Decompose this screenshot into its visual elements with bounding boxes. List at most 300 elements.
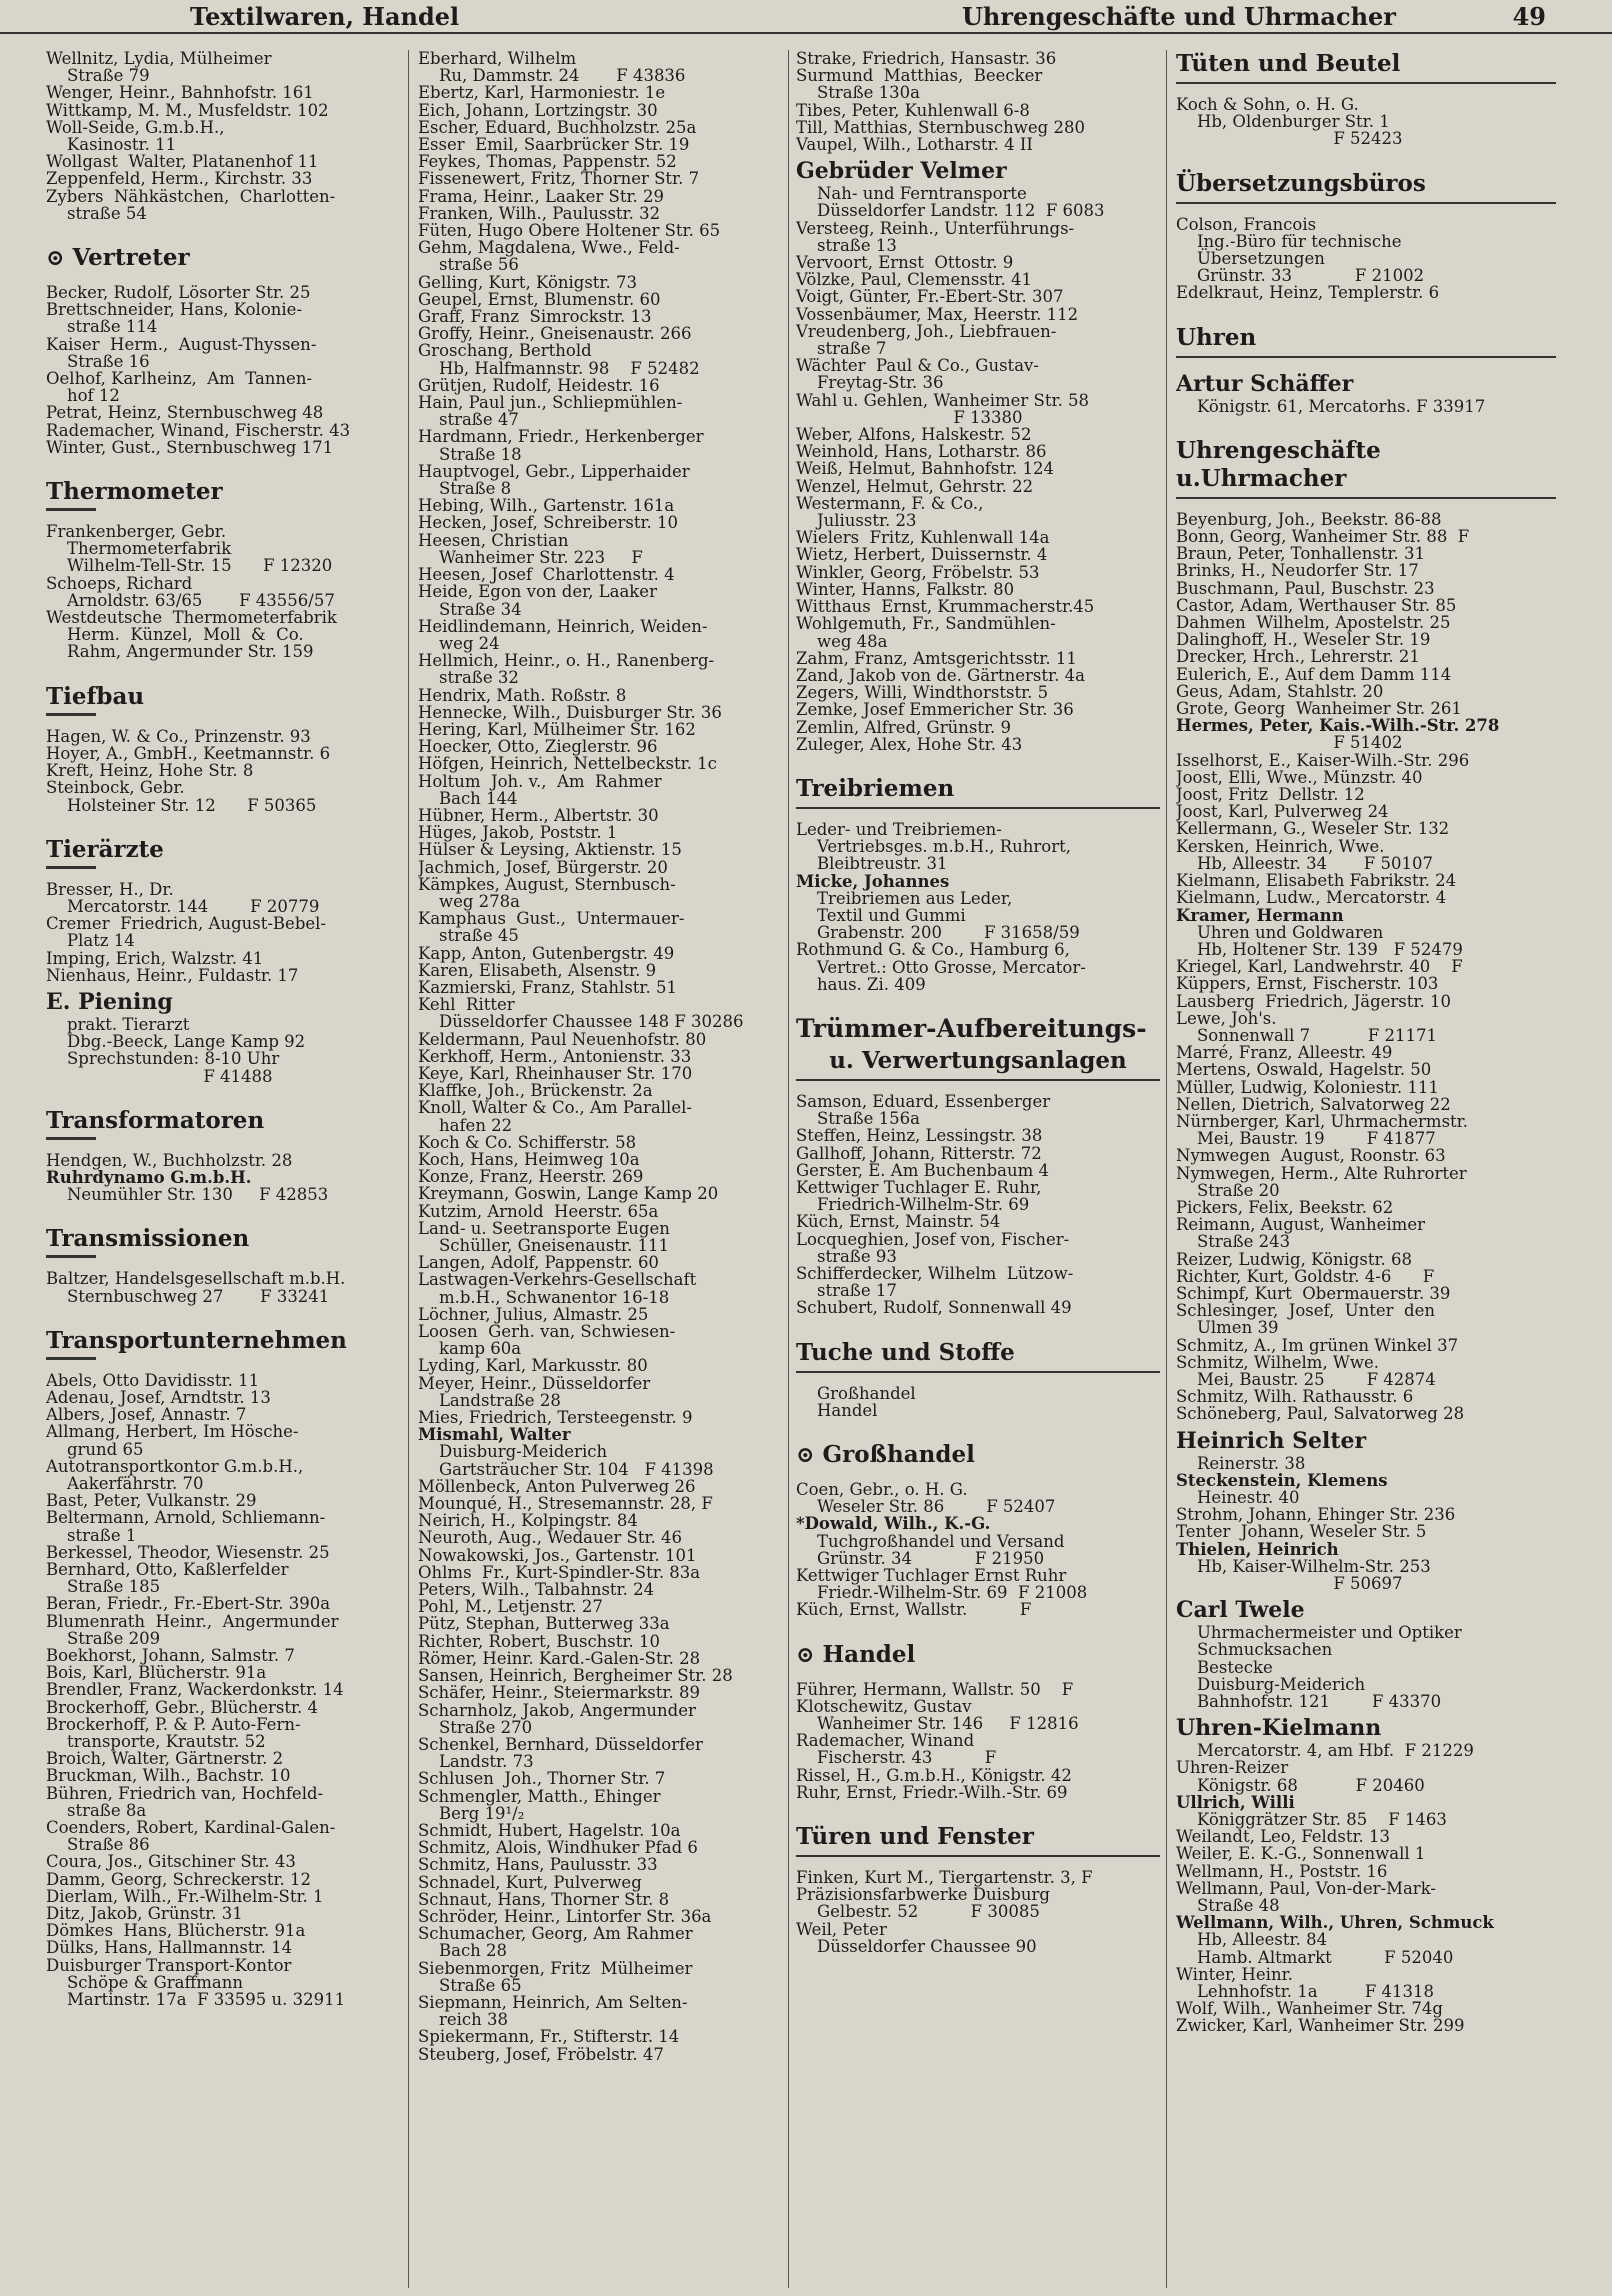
directory-entry-line: Broich, Walter, Gärtnerstr. 2 bbox=[46, 1749, 284, 1769]
column-divider bbox=[788, 50, 789, 2288]
directory-entry-line: Hülser & Leysing, Aktienstr. 15 bbox=[418, 840, 682, 860]
directory-entry-line: Großhandel bbox=[796, 1383, 916, 1403]
directory-entry-line: Völzke, Paul, Clemensstr. 41 bbox=[796, 270, 1032, 290]
directory-entry-line: Hecken, Josef, Schreiberstr. 10 bbox=[418, 513, 679, 533]
directory-entry-line: Mertens, Oswald, Hagelstr. 50 bbox=[1176, 1060, 1432, 1080]
section-heading-text: Transportunternehmen bbox=[46, 1326, 347, 1354]
section-heading: Türen und Fenster bbox=[796, 1823, 1160, 1857]
column-2 bbox=[418, 50, 782, 2296]
directory-entry-line: straße 32 bbox=[418, 668, 519, 688]
directory-entry-line: Abels, Otto Davidisstr. 11 bbox=[46, 1370, 260, 1390]
directory-entry-line: Wolf, Wilh., Wanheimer Str. 74g bbox=[1176, 1999, 1443, 2019]
directory-entry-line: Düsseldorfer Chaussee 90 bbox=[796, 1936, 1037, 1956]
directory-entry-line: Duisburger Transport-Kontor bbox=[46, 1955, 292, 1975]
directory-entry-line: Versteeg, Reinh., Unterführungs- bbox=[796, 218, 1075, 238]
directory-entry-line: Füten, Hugo Obere Holtener Str. 65 bbox=[418, 221, 721, 241]
directory-entry-line: F 41488 bbox=[46, 1066, 273, 1086]
directory-entry-line: Koch & Sohn, o. H. G. bbox=[1176, 95, 1359, 114]
directory-entry-line: Duisburg-Meiderich bbox=[418, 1442, 608, 1462]
directory-entry-line: Uhren-Reizer bbox=[1176, 1758, 1289, 1778]
directory-entry-line: Steinbock, Gebr. bbox=[46, 778, 185, 798]
directory-entry-line: Scharnholz, Jakob, Angermunder bbox=[418, 1700, 696, 1720]
directory-entry-line: Friedr.-Wilhelm-Str. 69 F 21008 bbox=[796, 1583, 1088, 1603]
directory-entry-line: Friedrich-Wilhelm-Str. 69 bbox=[796, 1195, 1030, 1215]
directory-entry-line: Brendler, Franz, Wackerdonkstr. 14 bbox=[46, 1680, 344, 1700]
section-underline bbox=[46, 866, 96, 869]
section-heading bbox=[46, 836, 402, 869]
directory-entry-line: Hebing, Wilh., Gartenstr. 161a bbox=[418, 496, 675, 516]
directory-entry-line: Schimpf, Kurt Obermauerstr. 39 bbox=[1176, 1283, 1451, 1303]
directory-entry-line: Ullrich, Willi bbox=[1176, 1792, 1295, 1812]
directory-entry-line: Tibes, Peter, Kuhlenwall 6-8 bbox=[796, 100, 1030, 120]
directory-entry-line: Samson, Eduard, Essenberger bbox=[796, 1091, 1051, 1111]
directory-entry-line: Thielen, Heinrich bbox=[1176, 1539, 1339, 1559]
directory-entry-line: Hb, Holtener Str. 139 F 52479 bbox=[1176, 939, 1463, 959]
directory-entry-line: Reinerstr. 38 bbox=[1176, 1453, 1306, 1473]
directory-entry-line: Straße 20 bbox=[1176, 1180, 1280, 1200]
directory-entry-line: Isselhorst, E., Kaiser-Wilh.-Str. 296 bbox=[1176, 750, 1470, 770]
directory-entry-line: Wellmann, Wilh., Uhren, Schmuck bbox=[1176, 1913, 1494, 1933]
directory-entry-line: Cremer Friedrich, August-Bebel- bbox=[46, 914, 327, 934]
directory-entry-line: Wenger, Heinr., Bahnhofstr. 161 bbox=[46, 83, 314, 103]
directory-entry-line: Königstr. 68 F 20460 bbox=[1176, 1775, 1425, 1795]
directory-entry-line: Winter, Heinr. bbox=[1176, 1964, 1293, 1984]
directory-entry-line: Schoeps, Richard bbox=[46, 573, 193, 593]
directory-entry-line: Schnadel, Kurt, Pulverweg bbox=[418, 1872, 642, 1892]
directory-entry-line: Ru, Dammstr. 24 F 43836 bbox=[418, 66, 686, 86]
directory-entry-line: prakt. Tierarzt bbox=[46, 1014, 190, 1034]
directory-entry-line: Wilhelm-Tell-Str. 15 F 12320 bbox=[46, 556, 333, 576]
section-heading: Uhren bbox=[1176, 324, 1556, 358]
directory-entry-line: Schnaut, Hans, Thorner Str. 8 bbox=[418, 1889, 670, 1909]
directory-entry-line: Schmucksachen bbox=[1176, 1640, 1333, 1660]
subsection-heading bbox=[46, 244, 402, 272]
directory-entry-line: Geus, Adam, Stahlstr. 20 bbox=[1176, 681, 1384, 701]
directory-entry-line: Aakerfährstr. 70 bbox=[46, 1473, 204, 1493]
directory-entry-line: Siebenmorgen, Fritz Mülheimer bbox=[418, 1958, 693, 1978]
directory-entry-line: Hb, Kaiser-Wilhelm-Str. 253 bbox=[1176, 1556, 1431, 1576]
directory-entry-line: Bach 144 bbox=[418, 788, 518, 808]
directory-entry-line: Winter, Gust., Sternbuschweg 171 bbox=[46, 437, 334, 457]
directory-entry-line: Wollgast Walter, Platanenhof 11 bbox=[46, 152, 319, 172]
directory-entry-line: Hb, Oldenburger Str. 1 bbox=[1176, 112, 1390, 132]
section-heading-text: Tiefbau bbox=[46, 682, 145, 710]
directory-entry-line: Heidlindemann, Heinrich, Weiden- bbox=[418, 616, 708, 636]
directory-entry-line: Bahnhofstr. 121 F 43370 bbox=[1176, 1692, 1442, 1712]
section-heading: Tüten und Beutel bbox=[1176, 50, 1556, 84]
directory-entry-line: Grote, Georg Wanheimer Str. 261 bbox=[1176, 699, 1462, 719]
directory-entry-line: Mies, Friedrich, Tersteegenstr. 9 bbox=[418, 1408, 693, 1428]
directory-entry-line: Schmitz, Wilh. Rathausstr. 6 bbox=[1176, 1387, 1414, 1407]
directory-entry-line: Allmang, Herbert, Im Hösche- bbox=[46, 1422, 299, 1442]
directory-entry-line: Schmitz, A., Im grünen Winkel 37 bbox=[1176, 1335, 1459, 1355]
directory-entry-line: Lehnhofstr. 1a F 41318 bbox=[1176, 1982, 1435, 2002]
directory-entry-line: Adenau, Josef, Arndtstr. 13 bbox=[46, 1387, 271, 1407]
directory-entry-line: Juliusstr. 23 bbox=[796, 511, 917, 531]
directory-entry-line: Zahm, Franz, Amtsgerichtsstr. 11 bbox=[796, 648, 1077, 668]
directory-entry-line: F 13380 bbox=[796, 407, 1023, 427]
directory-entry-line: Zwicker, Karl, Wanheimer Str. 299 bbox=[1176, 2016, 1465, 2036]
directory-entry-line: grund 65 bbox=[46, 1439, 144, 1459]
directory-entry-line: Hüges, Jakob, Poststr. 1 bbox=[418, 823, 618, 843]
directory-entry-line: Lausberg Friedrich, Jägerstr. 10 bbox=[1176, 991, 1451, 1011]
directory-entry-line: Zybers Nähkästchen, Charlotten- bbox=[46, 186, 336, 206]
directory-entry-line: Kielmann, Elisabeth Fabrikstr. 24 bbox=[1176, 871, 1457, 891]
directory-entry-line: Wächter Paul & Co., Gustav- bbox=[796, 356, 1039, 376]
directory-entry-line: Ohlms Fr., Kurt-Spindler-Str. 83a bbox=[418, 1562, 701, 1582]
directory-entry-line: hafen 22 bbox=[418, 1115, 513, 1135]
directory-entry-line: Heesen, Josef Charlottenstr. 4 bbox=[418, 565, 675, 585]
directory-entry-line: Vaupel, Wilh., Lotharstr. 4 II bbox=[796, 135, 1033, 155]
directory-entry-line: Lyding, Karl, Markusstr. 80 bbox=[418, 1356, 648, 1376]
directory-entry-line: Boekhorst, Johann, Salmstr. 7 bbox=[46, 1646, 295, 1665]
directory-entry-line: F 52423 bbox=[1176, 129, 1403, 149]
directory-entry-line: Kerkhoff, Herm., Antonienstr. 33 bbox=[418, 1046, 692, 1066]
directory-entry-line: Bach 28 bbox=[418, 1941, 508, 1961]
directory-entry-line: Weilandt, Leo, Feldstr. 13 bbox=[1176, 1827, 1391, 1847]
directory-entry-line: Hardmann, Friedr., Herkenberger bbox=[418, 427, 704, 447]
directory-entry-line: hof 12 bbox=[46, 386, 120, 406]
section-heading bbox=[46, 478, 402, 511]
directory-entry-line: Kersken, Heinrich, Wwe. bbox=[1176, 836, 1385, 856]
directory-entry-line: Straße 8 bbox=[418, 479, 512, 499]
directory-entry-line: Hering, Karl, Mülheimer Str. 162 bbox=[418, 719, 696, 739]
directory-entry-line: Rissel, H., G.m.b.H., Königstr. 42 bbox=[796, 1765, 1072, 1785]
directory-entry-line: Heide, Egon von der, Laaker bbox=[418, 582, 657, 602]
business-name: Gebrüder Velmer bbox=[796, 158, 1007, 185]
directory-entry-line: Kreymann, Goswin, Lange Kamp 20 bbox=[418, 1184, 719, 1204]
directory-entry-line: Kreft, Heinz, Hohe Str. 8 bbox=[46, 761, 254, 781]
directory-entry-line: Mercatorstr. 144 F 20779 bbox=[46, 896, 320, 916]
directory-entry-line: straße 54 bbox=[46, 203, 147, 223]
directory-entry-line: Westdeutsche Thermometerfabrik bbox=[46, 608, 337, 628]
directory-entry-line: Uhren und Goldwaren bbox=[1176, 922, 1384, 942]
directory-entry-line: Grütjen, Rudolf, Heidestr. 16 bbox=[418, 375, 660, 395]
section-heading bbox=[46, 1225, 402, 1258]
directory-entry-line: Ditz, Jakob, Grünstr. 31 bbox=[46, 1904, 243, 1924]
directory-entry-line: Holtum Joh. v., Am Rahmer bbox=[418, 771, 662, 791]
directory-entry-line: Hb, Alleestr. 34 F 50107 bbox=[1176, 853, 1433, 873]
directory-entry-line: Ing.-Büro für technische bbox=[1176, 231, 1402, 251]
directory-entry-line: Pickers, Felix, Beekstr. 62 bbox=[1176, 1197, 1394, 1217]
directory-entry-line: Hauptvogel, Gebr., Lipperhaider bbox=[418, 461, 690, 481]
directory-entry-line: Nienhaus, Heinr., Fuldastr. 17 bbox=[46, 965, 299, 985]
directory-entry-line: Heinestr. 40 bbox=[1176, 1488, 1300, 1507]
directory-entry-line: m.b.H., Schwanentor 16-18 bbox=[418, 1287, 670, 1307]
section-underline bbox=[46, 508, 96, 511]
directory-entry-line: Ulmen 39 bbox=[1176, 1318, 1279, 1338]
page-number: 49 bbox=[1512, 2, 1546, 31]
directory-entry-line: Königgrätzer Str. 85 F 1463 bbox=[1176, 1810, 1447, 1830]
bullet-circle-icon: ⊙ bbox=[796, 1442, 815, 1468]
directory-entry-line: Braun, Peter, Tonhallenstr. 31 bbox=[1176, 544, 1426, 564]
directory-entry-line: Berg 19¹/₂ bbox=[418, 1803, 525, 1823]
directory-entry-line: Gerster, E. Am Buchenbaum 4 bbox=[796, 1160, 1050, 1180]
directory-entry-line: Platz 14 bbox=[46, 931, 135, 951]
directory-entry-line: Hoyer, A., GmbH., Keetmannstr. 6 bbox=[46, 743, 331, 763]
directory-entry-line: Witthaus Ernst, Krummacherstr.45 bbox=[796, 597, 1095, 617]
directory-entry-line: Ebertz, Karl, Harmoniestr. 1e bbox=[418, 83, 666, 103]
directory-entry-line: Steuberg, Josef, Fröbelstr. 47 bbox=[418, 2044, 664, 2064]
directory-entry-line: Beyenburg, Joh., Beekstr. 86-88 bbox=[1176, 509, 1442, 529]
section-underline bbox=[46, 713, 96, 716]
directory-entry-line: Schöpe & Graffmann bbox=[46, 1972, 243, 1992]
directory-entry-line: Hennecke, Wilh., Duisburger Str. 36 bbox=[418, 702, 722, 722]
directory-entry-line: Escher, Eduard, Buchholzstr. 25a bbox=[418, 117, 697, 137]
directory-entry-line: Tuchgroßhandel und Versand bbox=[796, 1531, 1065, 1551]
directory-entry-line: Zemke, Josef Emmericher Str. 36 bbox=[796, 700, 1074, 720]
directory-entry-line: Eberhard, Wilhelm bbox=[418, 50, 577, 68]
subsection-heading-text: Großhandel bbox=[822, 1441, 975, 1468]
directory-entry-line: Kamphaus Gust., Untermauer- bbox=[418, 909, 685, 929]
directory-entry-line: Martinstr. 17a F 33595 u. 32911 bbox=[46, 1990, 346, 2010]
directory-entry-line: Uhrmachermeister und Optiker bbox=[1176, 1623, 1462, 1643]
directory-entry-line: Fischerstr. 43 F bbox=[796, 1748, 997, 1768]
directory-entry-line: Rahm, Angermunder Str. 159 bbox=[46, 642, 314, 662]
directory-entry-line: Möllenbeck, Anton Pulverweg 26 bbox=[418, 1476, 696, 1496]
directory-entry-line: weg 48a bbox=[796, 631, 888, 651]
directory-entry-line: Schmitz, Hans, Paulusstr. 33 bbox=[418, 1855, 658, 1875]
directory-entry-line: Vertriebsges. m.b.H., Ruhrort, bbox=[796, 837, 1071, 857]
directory-entry-line: Brockerhoff, Gebr., Blücherstr. 4 bbox=[46, 1697, 319, 1717]
directory-entry-line: Sonnenwall 7 F 21171 bbox=[1176, 1025, 1437, 1045]
directory-entry-line: haus. Zi. 409 bbox=[796, 974, 926, 994]
directory-entry-line: Ruhr, Ernst, Friedr.-Wilh.-Str. 69 bbox=[796, 1782, 1068, 1802]
directory-entry-line: Strake, Friedrich, Hansastr. 36 bbox=[796, 50, 1057, 68]
directory-entry-line: Arnoldstr. 63/65 F 43556/57 bbox=[46, 590, 335, 610]
directory-entry-line: Ruhrdynamo G.m.b.H. bbox=[46, 1167, 252, 1187]
directory-entry-line: Kriegel, Karl, Landwehrstr. 40 F bbox=[1176, 957, 1463, 977]
directory-entry-line: Graff, Franz Simrockstr. 13 bbox=[418, 307, 652, 327]
directory-entry-line: Schubert, Rudolf, Sonnenwall 49 bbox=[796, 1298, 1072, 1318]
directory-entry-line: Straße 243 bbox=[1176, 1232, 1291, 1252]
directory-entry-line: Mei, Baustr. 25 F 42874 bbox=[1176, 1369, 1436, 1389]
directory-entry-line: Langen, Adolf, Pappenstr. 60 bbox=[418, 1253, 659, 1273]
directory-entry-line: Dülks, Hans, Hallmannstr. 14 bbox=[46, 1938, 293, 1958]
directory-entry-line: Kapp, Anton, Gutenbergstr. 49 bbox=[418, 943, 675, 963]
directory-entry-line: straße 1 bbox=[46, 1525, 137, 1545]
directory-entry-line: Bühren, Friedrich van, Hochfeld- bbox=[46, 1783, 324, 1803]
directory-entry-line: Konze, Franz, Heerstr. 269 bbox=[418, 1167, 644, 1187]
directory-entry-line: Reimann, August, Wanheimer bbox=[1176, 1215, 1425, 1235]
header-left-title: Textilwaren, Handel bbox=[190, 2, 460, 31]
directory-entry-line: Hb, Alleestr. 84 bbox=[1176, 1930, 1328, 1950]
directory-entry-line: Vervoort, Ernst Ottostr. 9 bbox=[796, 253, 1014, 273]
directory-entry-line: Löchner, Julius, Almastr. 25 bbox=[418, 1304, 649, 1324]
directory-entry-line: Heesen, Christian bbox=[418, 530, 569, 550]
directory-entry-line: Mei, Baustr. 19 F 41877 bbox=[1176, 1129, 1436, 1149]
directory-entry-line: Richter, Robert, Buschstr. 10 bbox=[418, 1631, 660, 1651]
directory-entry-line: Brinks, H., Neudorfer Str. 17 bbox=[1176, 561, 1419, 581]
directory-entry-line: Jachmich, Josef, Bürgerstr. 20 bbox=[418, 857, 668, 877]
directory-entry-line: Lewe, Joh's. bbox=[1176, 1008, 1277, 1028]
directory-entry-line: Schenkel, Bernhard, Düsseldorfer bbox=[418, 1734, 703, 1754]
directory-entry-line: Dahmen Wilhelm, Apostelstr. 25 bbox=[1176, 613, 1451, 633]
section-heading-continued: u. Verwertungsanlagen bbox=[796, 1047, 1160, 1081]
directory-entry-line: Hamb. Altmarkt F 52040 bbox=[1176, 1947, 1454, 1967]
directory-entry-line: Königstr. 61, Mercatorhs. F 33917 bbox=[1176, 396, 1486, 416]
directory-entry-line: straße 47 bbox=[418, 410, 519, 430]
directory-entry-line: Handel bbox=[796, 1400, 878, 1420]
header-right-title: Uhrengeschäfte und Uhrmacher bbox=[962, 2, 1396, 31]
section-heading: Übersetzungsbüros bbox=[1176, 170, 1556, 204]
directory-entry-line: straße 17 bbox=[796, 1281, 897, 1301]
subsection-heading bbox=[796, 1641, 1160, 1669]
directory-entry-line: Richter, Kurt, Goldstr. 4-6 F bbox=[1176, 1266, 1435, 1286]
directory-entry-line: Schmitz, Wilhelm, Wwe. bbox=[1176, 1352, 1380, 1372]
directory-entry-line: Nowakowski, Jos., Gartenstr. 101 bbox=[418, 1545, 697, 1565]
directory-entry-line: Müller, Ludwig, Koloniestr. 111 bbox=[1176, 1077, 1439, 1097]
directory-entry-line: Wielers Fritz, Kuhlenwall 14a bbox=[796, 528, 1050, 548]
directory-entry-line: Dbg.-Beeck, Lange Kamp 92 bbox=[46, 1032, 306, 1052]
subsection-heading-text: Handel bbox=[822, 1640, 916, 1668]
directory-entry-line: Nymwegen, Herm., Alte Ruhrorter bbox=[1176, 1163, 1467, 1183]
directory-entry-line: straße 13 bbox=[796, 235, 897, 255]
directory-entry-line: straße 7 bbox=[796, 339, 887, 359]
directory-entry-line: Straße 270 bbox=[418, 1717, 533, 1737]
directory-entry-line: Groffy, Heinr., Gneisenaustr. 266 bbox=[418, 324, 692, 344]
directory-entry-line: Weinhold, Hans, Lotharstr. 86 bbox=[796, 442, 1047, 462]
directory-entry-line: Pohl, M., Letjenstr. 27 bbox=[418, 1597, 603, 1617]
business-name: Heinrich Selter bbox=[1176, 1427, 1367, 1454]
directory-entry-line: Peters, Wilh., Talbahnstr. 24 bbox=[418, 1580, 655, 1600]
directory-entry-line: Schumacher, Georg, Am Rahmer bbox=[418, 1924, 693, 1944]
directory-entry-line: Brockerhoff, P. & P. Auto-Fern- bbox=[46, 1714, 301, 1734]
directory-entry-line: Wanheimer Str. 223 F bbox=[418, 547, 643, 567]
directory-entry-line: weg 24 bbox=[418, 633, 500, 653]
directory-entry-line: Albers, Josef, Annastr. 7 bbox=[46, 1405, 247, 1425]
directory-entry-line: Bestecke bbox=[1176, 1657, 1273, 1677]
directory-entry-line: Fissenewert, Fritz, Thorner Str. 7 bbox=[418, 169, 700, 189]
directory-entry-line: Hendrix, Math. Roßstr. 8 bbox=[418, 685, 627, 705]
directory-entry-line: Beran, Friedr., Fr.-Ebert-Str. 390a bbox=[46, 1594, 331, 1614]
directory-entry-line: Blumenrath Heinr., Angermunder bbox=[46, 1611, 339, 1631]
directory-entry-line: Landstraße 28 bbox=[418, 1390, 561, 1410]
section-heading: Uhrengeschäfte u.Uhrmacher bbox=[1176, 437, 1556, 499]
directory-entry-line: Schröder, Heinr., Lintorfer Str. 36a bbox=[418, 1906, 712, 1926]
directory-entry-line: Groschang, Berthold bbox=[418, 341, 592, 361]
directory-entry-line: Sprechstunden: 8-10 Uhr bbox=[46, 1049, 280, 1069]
directory-entry-line: Weil, Peter bbox=[796, 1919, 887, 1939]
directory-entry-line: Koch, Hans, Heimweg 10a bbox=[418, 1150, 640, 1169]
directory-entry-line: Micke, Johannes bbox=[796, 871, 950, 891]
directory-entry-line: Beltermann, Arnold, Schliemann- bbox=[46, 1508, 326, 1528]
directory-entry-line: Schmengler, Matth., Ehinger bbox=[418, 1786, 661, 1806]
directory-entry-line: Rademacher, Winand, Fischerstr. 43 bbox=[46, 420, 351, 440]
section-heading bbox=[46, 1327, 402, 1360]
directory-entry-line: Holsteiner Str. 12 F 50365 bbox=[46, 795, 317, 815]
directory-entry-line: Joost, Karl, Pulverweg 24 bbox=[1176, 802, 1389, 822]
directory-entry-line: Petrat, Heinz, Sternbuschweg 48 bbox=[46, 403, 324, 423]
directory-entry-line: Schifferdecker, Wilhelm Lützow- bbox=[796, 1263, 1074, 1283]
directory-entry-line: kamp 60a bbox=[418, 1339, 522, 1359]
column-divider bbox=[408, 50, 409, 2288]
directory-entry-line: Hb, Halfmannstr. 98 F 52482 bbox=[418, 358, 700, 378]
directory-entry-line: Mercatorstr. 4, am Hbf. F 21229 bbox=[1176, 1741, 1474, 1761]
directory-entry-line: Straße 130a bbox=[796, 83, 920, 103]
directory-entry-line: reich 38 bbox=[418, 2010, 509, 2030]
directory-entry-line: Locqueghien, Josef von, Fischer- bbox=[796, 1229, 1070, 1249]
section-heading bbox=[46, 683, 402, 716]
directory-entry-line: Kettwiger Tuchlager E. Ruhr, bbox=[796, 1177, 1042, 1197]
directory-entry-line: Duisburg-Meiderich bbox=[1176, 1674, 1366, 1694]
directory-entry-line: Wittkamp, M. M., Musfeldstr. 102 bbox=[46, 100, 329, 120]
directory-entry-line: straße 56 bbox=[418, 255, 519, 275]
directory-entry-line: Neirich, H., Kolpingstr. 84 bbox=[418, 1511, 638, 1531]
directory-entry-line: F 51402 bbox=[1176, 733, 1403, 753]
business-name: Artur Schäffer bbox=[1176, 370, 1354, 397]
directory-entry-line: Wohlgemuth, Fr., Sandmühlen- bbox=[796, 614, 1056, 634]
directory-entry-line: Kaiser Herm., August-Thyssen- bbox=[46, 334, 317, 354]
directory-entry-line: Strohm, Johann, Ehinger Str. 236 bbox=[1176, 1505, 1456, 1525]
directory-entry-line: Straße 16 bbox=[46, 351, 150, 371]
directory-entry-line: Treibriemen aus Leder, bbox=[796, 888, 1013, 908]
directory-entry-line: Kellermann, G., Weseler Str. 132 bbox=[1176, 819, 1450, 839]
directory-entry-line: Westermann, F. & Co., bbox=[796, 493, 984, 513]
directory-entry-line: Meyer, Heinr., Düsseldorfer bbox=[418, 1373, 651, 1393]
section-heading: Treibriemen bbox=[796, 775, 1160, 809]
directory-entry-line: Thermometerfabrik bbox=[46, 539, 232, 559]
directory-entry-line: Bernhard, Otto, Kaßlerfelder bbox=[46, 1559, 289, 1579]
column-4 bbox=[1176, 50, 1556, 2296]
directory-entry-line: Schüller, Gneisenaustr. 111 bbox=[418, 1236, 669, 1256]
directory-entry-line: Lastwagen-Verkehrs-Gesellschaft bbox=[418, 1270, 697, 1290]
directory-entry-line: Edelkraut, Heinz, Templerstr. 6 bbox=[1176, 283, 1440, 303]
directory-entry-line: Gelling, Kurt, Königstr. 73 bbox=[418, 272, 637, 292]
directory-entry-line: Reizer, Ludwig, Königstr. 68 bbox=[1176, 1249, 1413, 1269]
directory-entry-line: Zemlin, Alfred, Grünstr. 9 bbox=[796, 717, 1012, 737]
directory-entry-line: Düsseldorfer Chaussee 148 F 30286 bbox=[418, 1012, 744, 1032]
directory-entry-line: Gartsträucher Str. 104 F 41398 bbox=[418, 1459, 714, 1479]
directory-entry-line: Tenter Johann, Weseler Str. 5 bbox=[1176, 1522, 1427, 1542]
directory-entry-line: Gelbestr. 52 F 30085 bbox=[796, 1902, 1040, 1922]
business-name: Uhren-Kielmann bbox=[1176, 1715, 1382, 1742]
directory-entry-line: Weiler, E. K.-G., Sonnenwall 1 bbox=[1176, 1844, 1426, 1864]
directory-entry-line: transporte, Krautstr. 52 bbox=[46, 1732, 266, 1752]
directory-entry-line: Kettwiger Tuchlager Ernst Ruhr bbox=[796, 1566, 1067, 1586]
directory-entry-line: Landstr. 73 bbox=[418, 1752, 534, 1772]
directory-entry-line: Weseler Str. 86 F 52407 bbox=[796, 1497, 1056, 1517]
directory-entry-line: Mounqué, H., Stresemannstr. 28, F bbox=[418, 1494, 713, 1514]
directory-entry-line: Kehl Ritter bbox=[418, 995, 515, 1015]
directory-entry-line: weg 278a bbox=[418, 891, 521, 911]
column-1 bbox=[46, 50, 402, 2296]
directory-entry-line: Sansen, Heinrich, Bergheimer Str. 28 bbox=[418, 1666, 733, 1686]
directory-entry-line: Eulerich, E., Auf dem Damm 114 bbox=[1176, 664, 1452, 684]
directory-entry-line: Wellmann, Paul, Von-der-Mark- bbox=[1176, 1878, 1436, 1898]
section-underline bbox=[46, 1255, 96, 1258]
directory-entry-line: Bruckman, Wilh., Bachstr. 10 bbox=[46, 1766, 291, 1786]
directory-entry-line: Zand, Jakob von de. Gärtnerstr. 4a bbox=[796, 665, 1085, 685]
directory-entry-line: Nellen, Dietrich, Salvatorweg 22 bbox=[1176, 1094, 1451, 1114]
directory-entry-line: Neuroth, Aug., Wedauer Str. 46 bbox=[418, 1528, 683, 1548]
section-underline bbox=[46, 1357, 96, 1360]
directory-entry-line: Steckenstein, Klemens bbox=[1176, 1470, 1388, 1490]
directory-entry-line: Straße 86 bbox=[46, 1835, 150, 1855]
directory-entry-line: Grabenstr. 200 F 31658/59 bbox=[796, 923, 1080, 943]
directory-entry-line: Kramer, Hermann bbox=[1176, 905, 1344, 925]
directory-entry-line: Nah- und Ferntransporte bbox=[796, 184, 1027, 204]
directory-entry-line: Hoecker, Otto, Zieglerstr. 96 bbox=[418, 737, 658, 757]
directory-entry-line: Führer, Hermann, Wallstr. 50 F bbox=[796, 1679, 1074, 1699]
directory-entry-line: Till, Matthias, Sternbuschweg 280 bbox=[796, 117, 1085, 137]
directory-entry-line: Coenders, Robert, Kardinal-Galen- bbox=[46, 1818, 336, 1838]
directory-entry-line: Wellmann, H., Poststr. 16 bbox=[1176, 1861, 1388, 1881]
directory-entry-line: Straße 185 bbox=[46, 1577, 161, 1597]
directory-entry-line: F 50697 bbox=[1176, 1574, 1403, 1594]
directory-entry-line: Wellnitz, Lydia, Mülheimer bbox=[46, 50, 272, 68]
directory-entry-line: Gehm, Magdalena, Wwe., Feld- bbox=[418, 238, 680, 258]
